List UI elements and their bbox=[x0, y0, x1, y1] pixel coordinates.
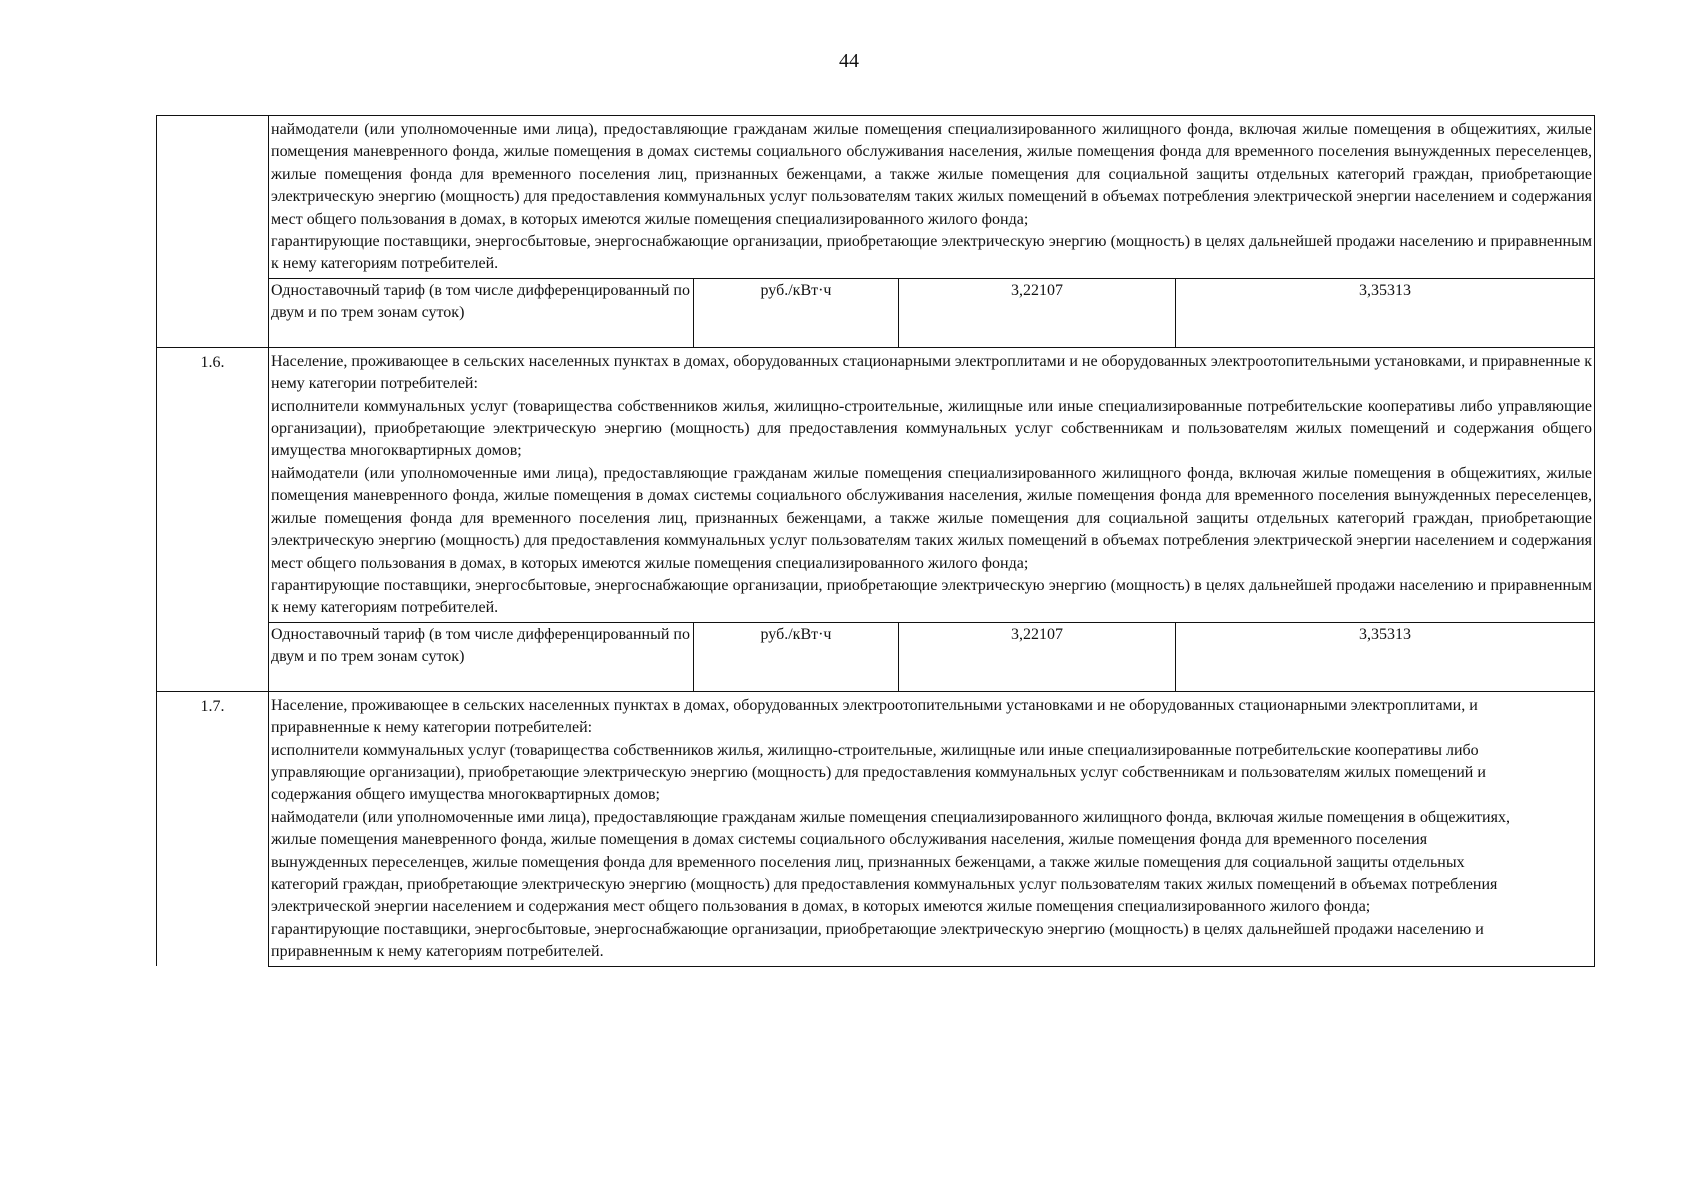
description-paragraph: гарантирующие поставщики, энергосбытовые, энергоснабжающие организации, приобретающие электрическую энергию (мощность) в целях дальнейшей продажи населению и приравненным к нему категориям потребителей. bbox=[271, 233, 1592, 273]
tariff-name: Одноставочный тариф (в том числе дифференцированный по двум и по трем зонам суток) bbox=[271, 281, 690, 322]
row-content-cell bbox=[269, 691, 1595, 966]
description-paragraph: наймодатели (или уполномоченные ими лица), предоставляющие гражданам жилые помещения специализированного жилищного фонда, включая жилые помещения в общежитиях, жилые помещения маневренного фонда, жилые помещения в домах системы социального обслуживания населения, жилые помещения фонда для временного поселения вынужденных переселенцев, жилые помещения фонда для временного поселения лиц, признанных беженцами, а также жилые помещения для социальной защиты отдельных категорий граждан, приобретающие электрическую энергию (мощность) для предоставления коммунальных услуг пользователям таких жилых помещений в объемах потребления электрической энергии населением и содержания мест общего пользования в домах, в которых имеются жилые помещения специализированного жилого фонда; bbox=[271, 121, 1592, 228]
tariff-name: Одноставочный тариф (в том числе дифференцированный по двум и по трем зонам суток) bbox=[271, 625, 690, 666]
description-paragraph: Население, проживающее в сельских населенных пунктах в домах, оборудованных электроотопительными установками и не оборудованных стационарными электроплитами, и приравненные к нему категории потребителей: bbox=[271, 696, 1478, 737]
category-description bbox=[269, 348, 1594, 622]
tariff-row bbox=[269, 278, 1594, 347]
tariff-unit: руб./кВт·ч bbox=[694, 622, 899, 691]
category-description bbox=[269, 116, 1594, 278]
description-paragraph: наймодатели (или уполномоченные ими лица), предоставляющие гражданам жилые помещения специализированного жилищного фонда, включая жилые помещения в общежитиях, жилые помещения маневренного фонда, жилые помещения в домах системы социального обслуживания населения, жилые помещения фонда для временного поселения вынужденных переселенцев, жилые помещения фонда для временного поселения лиц, признанных беженцами, а также жилые помещения для социальной защиты отдельных категорий граждан, приобретающие электрическую энергию (мощность) для предоставления коммунальных услуг пользователям таких жилых помещений в объемах потребления электрической энергии населением и содержания мест общего пользования в домах, в которых имеются жилые помещения специализированного жилого фонда; bbox=[271, 808, 1510, 916]
tariff-value-second-half: 3,35313 bbox=[1176, 622, 1595, 691]
category-description bbox=[269, 692, 1594, 966]
row-number-cell: 1.6. bbox=[157, 347, 269, 691]
description-paragraph: исполнители коммунальных услуг (товарищества собственников жилья, жилищно-строительные, жилищные или иные специализированные потребительские кооперативы либо управляющие организации), приобретающие электрическую энергию (мощность) для предоставления коммунальных услуг собственникам и пользователям жилых помещений и содержания общего имущества многоквартирных домов; bbox=[271, 397, 1592, 460]
tariff-value-first-half: 3,22107 bbox=[899, 622, 1176, 691]
tariff-unit: руб./кВт·ч bbox=[694, 278, 899, 347]
table-row bbox=[157, 116, 1595, 348]
tariff-table bbox=[156, 115, 1595, 967]
tariff-row bbox=[269, 622, 1594, 691]
description-paragraph: наймодатели (или уполномоченные ими лица), предоставляющие гражданам жилые помещения специализированного жилищного фонда, включая жилые помещения в общежитиях, жилые помещения маневренного фонда, жилые помещения в домах системы социального обслуживания населения, жилые помещения фонда для временного поселения вынужденных переселенцев, жилые помещения фонда для временного поселения лиц, признанных беженцами, а также жилые помещения для социальной защиты отдельных категорий граждан, приобретающие электрическую энергию (мощность) для предоставления коммунальных услуг пользователям таких жилых помещений в объемах потребления электрической энергии населением и содержания мест общего пользования в домах, в которых имеются жилые помещения специализированного жилого фонда; bbox=[271, 464, 1592, 572]
row-number-cell: 1.7. bbox=[157, 691, 269, 966]
row-number-cell bbox=[157, 116, 269, 348]
description-paragraph: гарантирующие поставщики, энергосбытовые, энергоснабжающие организации, приобретающие электрическую энергию (мощность) в целях дальнейшей продажи населению и приравненным к нему категориям потребителей. bbox=[271, 920, 1484, 961]
page-number: 44 bbox=[839, 50, 859, 72]
description-paragraph: гарантирующие поставщики, энергосбытовые, энергоснабжающие организации, приобретающие электрическую энергию (мощность) в целях дальнейшей продажи населению и приравненным к нему категориям потребителей. bbox=[271, 576, 1592, 617]
description-paragraph: Население, проживающее в сельских населенных пунктах в домах, оборудованных стационарными электроплитами и не оборудованных электроотопительными установками, и приравненные к нему категории потребителей: bbox=[271, 352, 1592, 393]
row-content-cell bbox=[269, 116, 1595, 348]
table-row bbox=[157, 691, 1595, 966]
tariff-value-second-half: 3,35313 bbox=[1176, 278, 1595, 347]
row-content-cell bbox=[269, 347, 1595, 691]
table-row bbox=[157, 347, 1595, 691]
tariff-value-first-half: 3,22107 bbox=[899, 278, 1176, 347]
description-paragraph: исполнители коммунальных услуг (товарищества собственников жилья, жилищно-строительные, жилищные или иные специализированные потребительские кооперативы либо управляющие организации), приобретающие электрическую энергию (мощность) для предоставления коммунальных услуг собственникам и пользователям жилых помещений и содержания общего имущества многоквартирных домов; bbox=[271, 741, 1486, 804]
